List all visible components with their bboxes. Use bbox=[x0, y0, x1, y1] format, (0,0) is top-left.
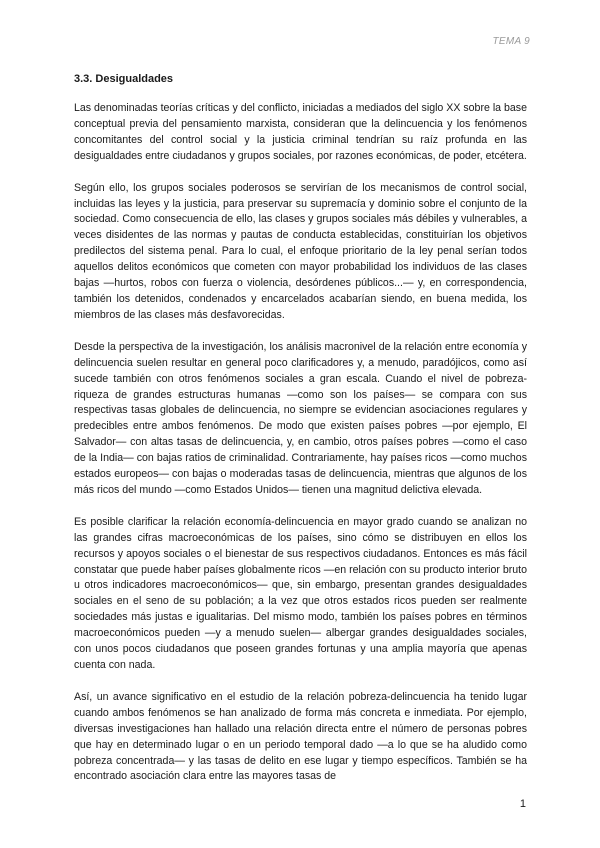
page-content bbox=[74, 72, 527, 801]
paragraph-1: Las denominadas teorías críticas y del conflicto, iniciadas a mediados del siglo XX sobre la base conceptual previa del pensamiento marxista, consideran que la delincuencia y los fenómenos concomitantes del control social y la justicia criminal tendrían su raíz profunda en las desigualdades entre ciudadanos y grupos sociales, por razones económicas, de poder, etcétera. bbox=[74, 102, 527, 162]
paragraph-3: Desde la perspectiva de la investigación, los análisis macronivel de la relación entre economía y delincuencia suelen resultar en general poco clarificadores y, a menudo, paradójicos, como así sucede también con otros fenómenos sociales a gran escala. Cuando el nivel de pobreza-riqueza de grandes estructuras humanas —como son los países— se compara con sus respectivas tasas globales de delincuencia, no siempre se evidencian asociaciones regulares y predecibles entre ambos fenómenos. De modo que existen países pobres —por ejemplo, El Salvador— con altas tasas de delincuencia, y, en cambio, otros países pobres —como el caso de la India— con bajas ratios de criminalidad. Contrariamente, hay países ricos —como muchos estados europeos— con bajas o moderadas tasas de delincuencia, mientras que algunos de los más ricos del mundo —como Estados Unidos— tienen una magnitud delictiva elevada. bbox=[74, 340, 527, 496]
page-number: 1 bbox=[519, 798, 526, 810]
paragraph-4: Es posible clarificar la relación economía-delincuencia en mayor grado cuando se analizan no las grandes cifras macroeconómicas de los países, sino cómo se distribuyen en ellos los recursos y apoyos sociales o el bienestar de sus respectivos ciudadanos. Entonces es más fácil constatar que puede haber países globalmente ricos —en relación con su producto interior bruto u otros indicadores macroeconómicos— que, sin embargo, presentan grandes desigualdades sociales en el seno de su población; a la vez que otros estados ricos pueden ser realmente sociedades más justas e igualitarias. Del mismo modo, también los países pobres en términos macroeconómicos pueden —y a menudo suelen— albergar grandes desigualdades sociales, con unos pocos ciudadanos que poseen grandes fortunas y una amplia mayoría que apenas cuenta con nada. bbox=[74, 515, 527, 671]
paragraph-2: Según ello, los grupos sociales poderosos se servirían de los mecanismos de control social, incluidas las leyes y la justicia, para preservar su supremacía y dominio sobre el conjunto de la sociedad. Como consecuencia de ello, las clases y grupos sociales más débiles y vulnerables, a veces disidentes de las normas y pautas de conducta establecidas, constituirían los objetivos predilectos del sistema penal. Para lo cual, el enfoque prioritario de la ley penal serían todos aquellos delitos económicos que cometen con mayor probabilidad los individuos de las clases bajas —hurtos, robos con fuerza o violencia, desórdenes públicos...— y, en correspondencia, también los detenidos, condenados y encarcelados acabarían siendo, en buena medida, los miembros de las clases más desfavorecidas. bbox=[74, 181, 527, 321]
chapter-header: TEMA 9 bbox=[492, 36, 530, 47]
paragraph-5: Así, un avance significativo en el estudio de la relación pobreza-delincuencia ha tenido lugar cuando ambos fenómenos se han analizado de forma más concreta e inmediata. Por ejemplo, diversas investigaciones han hallado una relación directa entre el número de personas pobres que hay en determinado lugar o en un periodo temporal dado —a lo que se ha aludido como pobreza concentrada— y las tasas de delito en ese lugar y tiempo específicos. También se ha encontrado asociación clara entre las mayores tasas de bbox=[74, 690, 527, 783]
section-heading: 3.3. Desigualdades bbox=[74, 73, 174, 85]
